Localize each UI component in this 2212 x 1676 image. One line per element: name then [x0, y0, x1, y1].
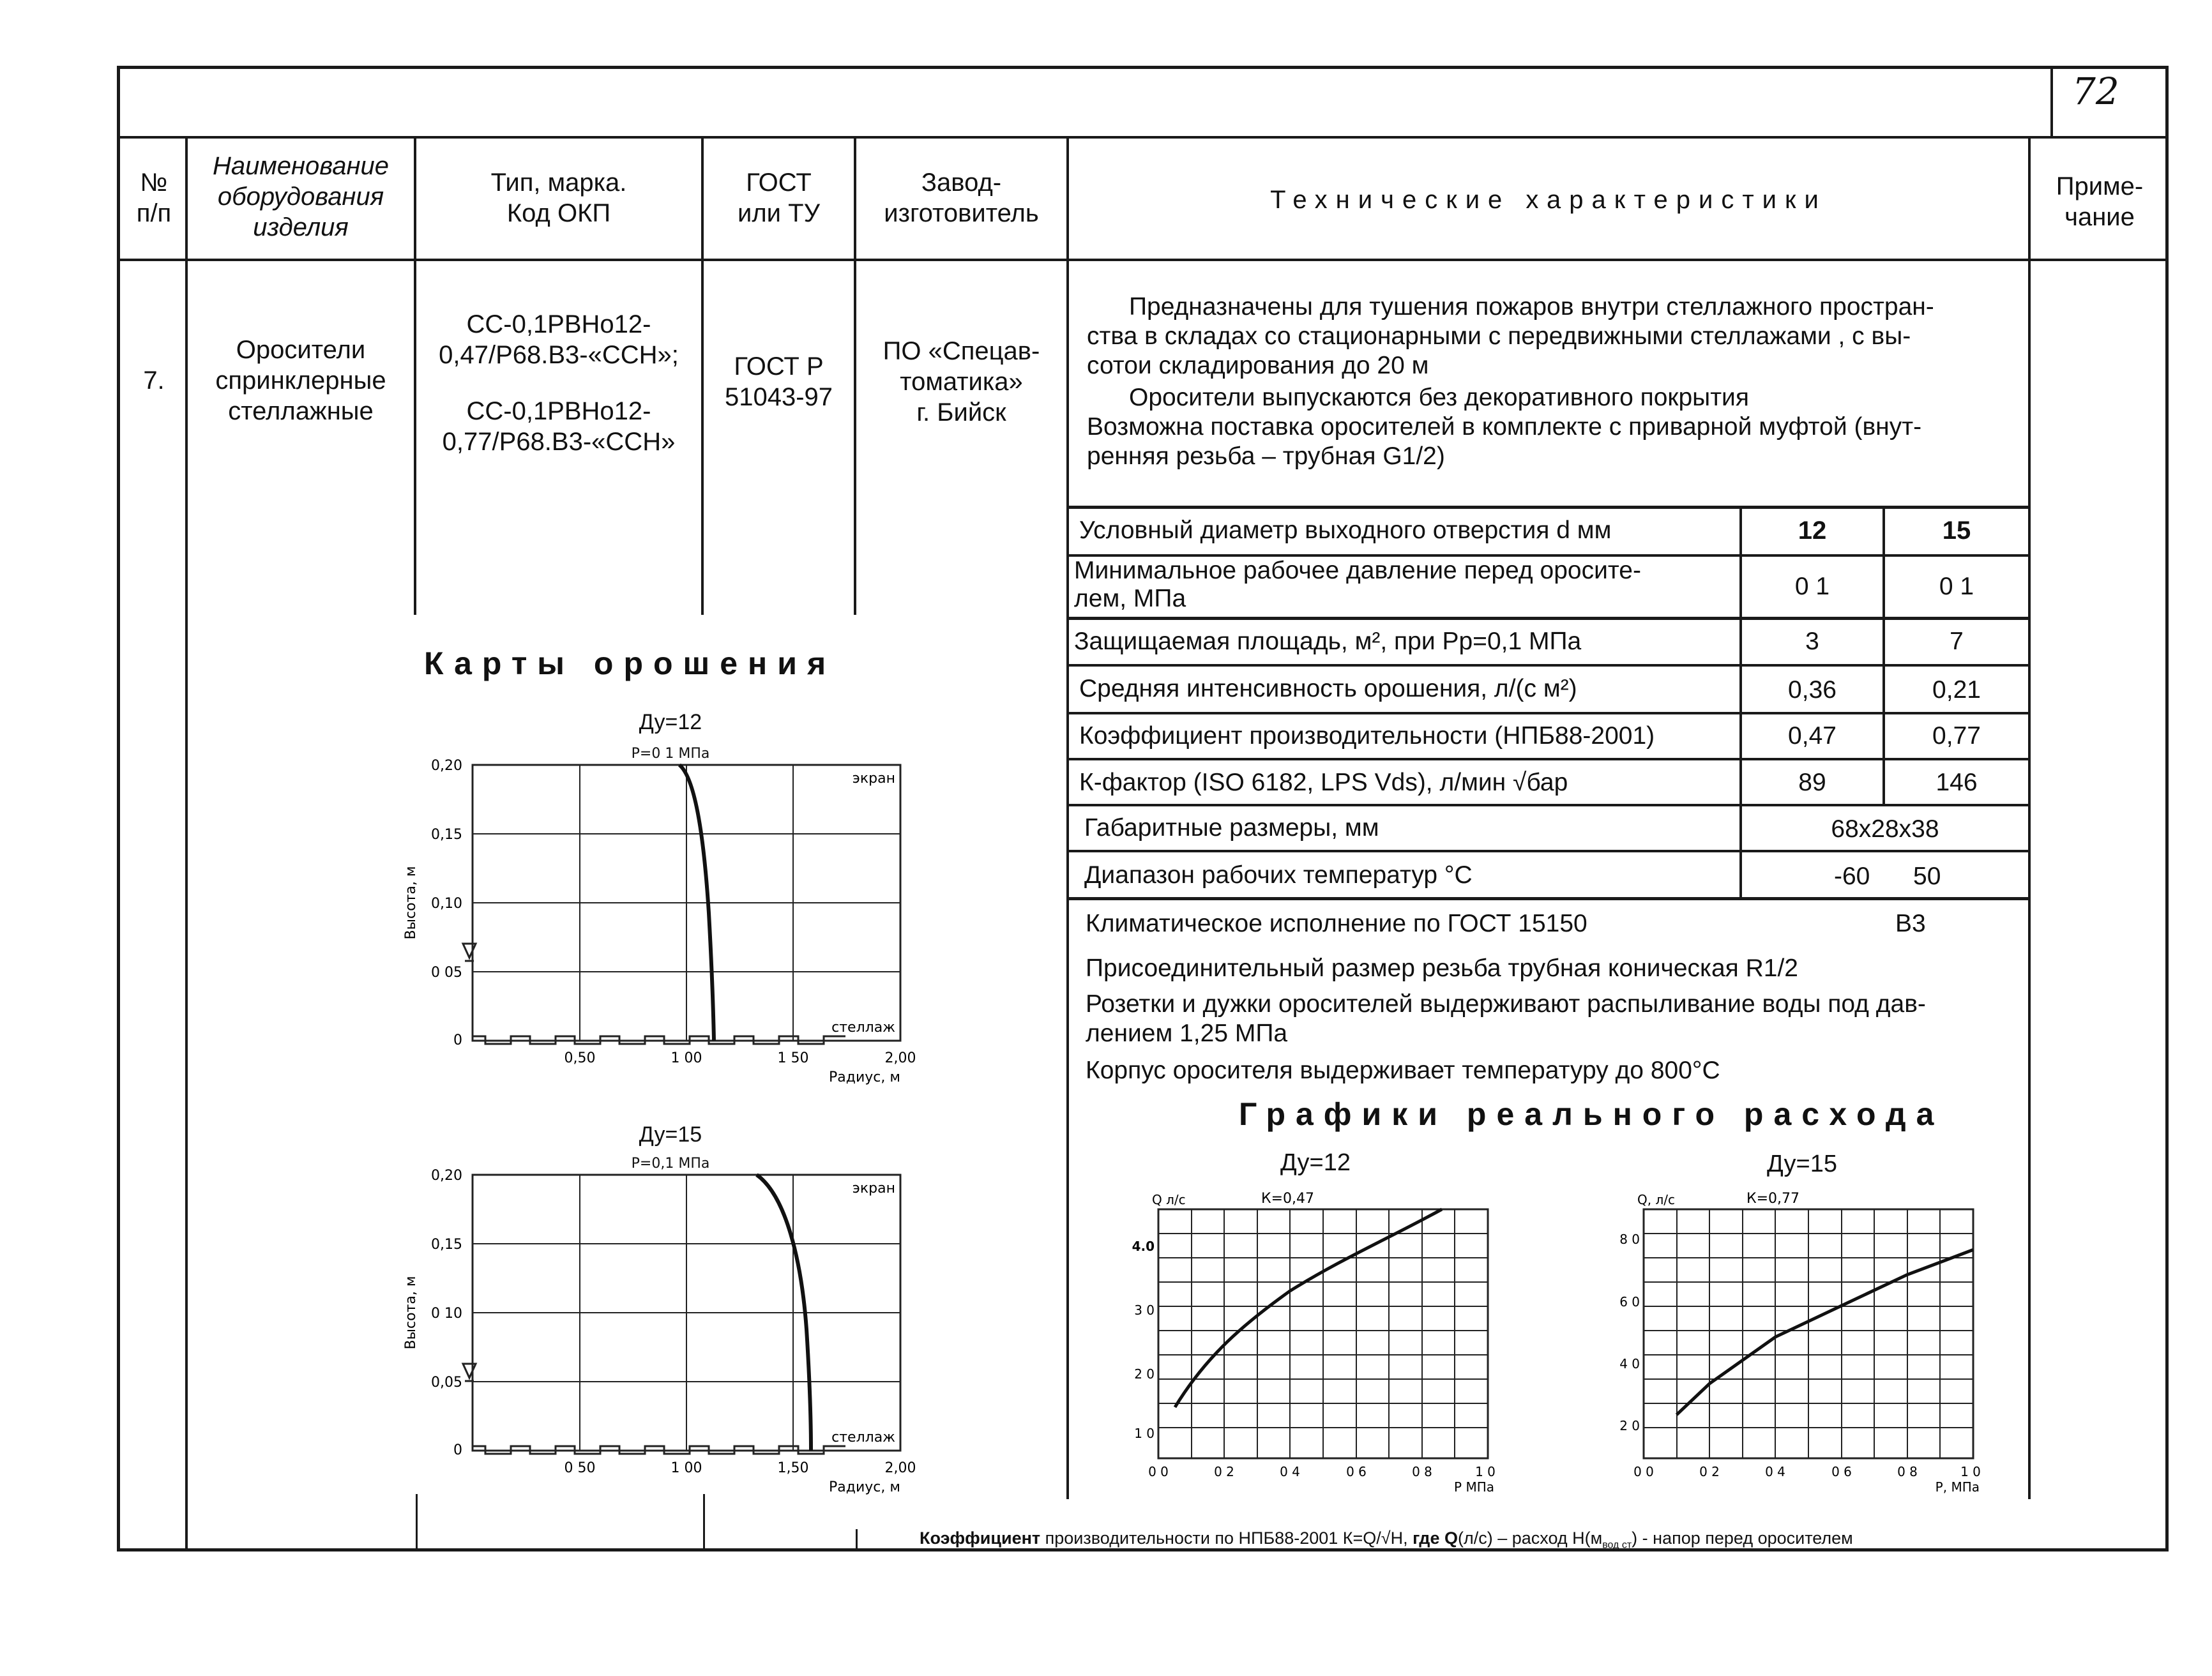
rosettes-text-1: Розетки и дужки оросителей выдерживают распыливание воды под дав- [1086, 990, 1926, 1018]
flow1-xlabel: Р МПа [1454, 1479, 1494, 1495]
body-text: Корпус оросителя выдерживает температуру до 800°С [1086, 1057, 1720, 1084]
flow1-ytick-3: 1 0 [1134, 1426, 1155, 1441]
flow2-k: К=0,77 [1746, 1191, 1800, 1207]
frame-left [117, 66, 120, 1551]
map1-ytick-1: 0,15 [431, 827, 462, 843]
flow2-xlabel: Р, МПа [1935, 1479, 1980, 1495]
footnote [920, 1523, 1853, 1560]
map1-top-label: экран [852, 771, 895, 787]
footnote-a: Коэффициент [920, 1529, 1041, 1548]
flow-title: Графики реального расхода [1239, 1096, 1944, 1132]
flow1-title: Ду=12 [1280, 1149, 1351, 1176]
spec-line-8 [1068, 897, 2031, 900]
spec-line-3 [1068, 664, 2031, 667]
col-header-type: Тип, марка. Код ОКП [490, 169, 627, 227]
spec-label-0: Условный диаметр выходного отверстия d мм [1079, 517, 1612, 544]
flow1-ytick-0: 4.0 [1132, 1239, 1155, 1254]
spec-v12-5: 89 [1798, 769, 1826, 796]
map2-top-label: экран [852, 1181, 895, 1197]
map2-ytick-0: 0,20 [431, 1168, 462, 1184]
climate-label: Климатическое исполнение по ГОСТ 15150 [1086, 910, 1587, 937]
spec-v15-1: 0 1 [1939, 573, 1974, 600]
col-sep-4b [856, 1529, 858, 1551]
footnote-f: ) - напор перед оросителем [1632, 1529, 1853, 1548]
flow2-xtick-0: 0 0 [1633, 1464, 1654, 1479]
map1-ylabel: Высота, м [403, 866, 419, 940]
map1-xlabel: Радиус, м [829, 1069, 900, 1085]
desc-line-1: Предназначены для тушения пожаров внутри стеллажного простран- [1129, 293, 1934, 321]
spec-line-top [1068, 506, 2031, 509]
flow1-xtick-1: 0 2 [1214, 1464, 1234, 1479]
spec-line-2 [1068, 617, 2031, 620]
map1-xtick-1: 1 00 [670, 1050, 702, 1066]
flow1-ylabel: Q л/с [1152, 1192, 1186, 1207]
row-maker: ПО «Спецав- томатика» г. Бийск [883, 337, 1040, 427]
col-header-gost: ГОСТ или ТУ [738, 169, 820, 227]
spec-line-5 [1068, 758, 2031, 760]
desc-line-5: Возможна поставка оросителей в комплекте с приварной муфтой (внут- [1087, 413, 1922, 441]
pagenum-box-left [2050, 66, 2053, 137]
spec-v15-5: 146 [1936, 769, 1978, 796]
footnote-c: где Q [1413, 1529, 1458, 1548]
col-sep-6 [2028, 136, 2031, 1499]
temps-label: Диапазон рабочих температур °С [1084, 861, 1473, 889]
map2-xtick-2: 1,50 [777, 1460, 809, 1476]
flow2-xtick-5: 1 0 [1960, 1464, 1981, 1479]
map1-title: Ду=12 [639, 710, 702, 734]
dims-value: 68x28x38 [1831, 815, 1939, 843]
page-number: 72 [2072, 70, 2119, 113]
map1-xtick-2: 1 50 [777, 1050, 809, 1066]
header-top-line [117, 136, 2169, 139]
row-type-1: СС-0,1РВНо12- 0,47/Р68.В3-«ССН»; [439, 310, 679, 369]
flow2-chart [1619, 1182, 1992, 1508]
spec-label-1: Минимальное рабочее давление перед оросите- лем, МПа [1074, 557, 1641, 612]
temps-min: -60 [1834, 863, 1870, 890]
spec-label-5: К-фактор (ISO 6182, LPS Vds), л/мин √бар [1079, 769, 1568, 796]
flow2-xtick-3: 0 6 [1831, 1464, 1852, 1479]
desc-line-4: Оросители выпускаются без декоративного покрытия [1129, 384, 1749, 411]
map2-xtick-3: 2,00 [884, 1460, 916, 1476]
flow1-xtick-4: 0 8 [1412, 1464, 1432, 1479]
flow1-xtick-2: 0 4 [1280, 1464, 1300, 1479]
map1-xtick-3: 2,00 [884, 1050, 916, 1066]
map2-xlabel: Радиус, м [829, 1479, 900, 1495]
irrigation-title: Карты орошения [424, 645, 837, 681]
spec-label-4: Коэффициент производительности (НПБ88-2001) [1079, 722, 1655, 750]
flow1-k: К=0,47 [1261, 1191, 1315, 1207]
spec-line-4 [1068, 712, 2031, 714]
map2-bottom-label: стеллаж [831, 1430, 895, 1446]
map2-xtick-1: 1 00 [670, 1460, 702, 1476]
spec-v12-2: 3 [1805, 628, 1819, 655]
row-gost: ГОСТ Р 51043-97 [724, 352, 833, 411]
map2-ylabel: Высота, м [403, 1276, 419, 1350]
col-header-tech: Технические характеристики [1270, 186, 1827, 214]
flow1-xtick-0: 0 0 [1148, 1464, 1169, 1479]
connection-text: Присоединительный размер резьба трубная коническая R1/2 [1086, 955, 1798, 982]
flow2-xtick-1: 0 2 [1699, 1464, 1720, 1479]
map1-ytick-0: 0,20 [431, 758, 462, 774]
footnote-e: вод ст [1602, 1539, 1632, 1551]
map2-ytick-1: 0,15 [431, 1237, 462, 1253]
flow2-ytick-2: 4 0 [1619, 1356, 1640, 1371]
flow2-xtick-2: 0 4 [1765, 1464, 1785, 1479]
spec-label-3: Средняя интенсивность орошения, л/(с м²) [1079, 675, 1577, 702]
map2-ytick-4: 0 [453, 1442, 462, 1458]
flow1-ytick-2: 2 0 [1134, 1366, 1155, 1382]
spec-label-2: Защищаемая площадь, м², при Рр=0,1 МПа [1074, 628, 1582, 655]
flow1-chart [1132, 1182, 1507, 1508]
spec-v12-3: 0,36 [1788, 676, 1837, 704]
map1-ytick-2: 0,10 [431, 896, 462, 912]
spec-v12-1: 0 1 [1794, 573, 1830, 600]
col-header-name: Наименование оборудования изделия [212, 152, 390, 241]
frame-top [117, 66, 2169, 69]
spec-v12-0: 12 [1798, 517, 1827, 545]
col-header-maker: Завод- изготовитель [884, 169, 1039, 227]
desc-line-2: ства в складах со стационарными с передвижными стеллажами , с вы- [1087, 322, 1911, 350]
row-name: Оросители спринклерные стеллажные [215, 336, 386, 425]
spec-v15-0: 15 [1942, 517, 1971, 545]
map1-bottom-label: стеллаж [831, 1020, 895, 1036]
spec-line-7 [1068, 850, 2031, 852]
spec-v15-3: 0,21 [1932, 676, 1981, 704]
desc-line-6: ренняя резьба – трубная G1/2) [1087, 442, 1445, 470]
frame-right [2165, 66, 2169, 1551]
map1-xtick-0: 0,50 [564, 1050, 596, 1066]
map1-pressure: Р=0 1 МПа [631, 746, 710, 762]
map1-ytick-4: 0 [453, 1032, 462, 1048]
flow2-ytick-1: 6 0 [1619, 1294, 1640, 1310]
spec-v15-4: 0,77 [1932, 722, 1981, 750]
row-num: 7. [143, 366, 165, 395]
map2-title: Ду=15 [639, 1122, 702, 1147]
header-bottom-line [117, 259, 2169, 261]
spec-v12-4: 0,47 [1788, 722, 1837, 750]
temps-max: 50 [1913, 863, 1941, 890]
flow2-ylabel: Q, л/с [1637, 1192, 1675, 1207]
footnote-b: производительности по НПБ88-2001 К=Q/√Н, [1040, 1529, 1413, 1548]
flow2-series-line [1677, 1249, 1973, 1414]
col-header-note: Приме- чание [2056, 172, 2144, 231]
climate-value: В3 [1895, 910, 1926, 937]
map2-xtick-0: 0 50 [564, 1460, 596, 1476]
col-sep-5 [1066, 136, 1069, 1499]
map2-pressure: Р=0,1 МПа [631, 1156, 710, 1172]
rosettes-text-2: лением 1,25 МПа [1086, 1020, 1288, 1047]
map1-ytick-3: 0 05 [431, 965, 462, 981]
spec-line-6 [1068, 804, 2031, 806]
spec-v15-2: 7 [1950, 628, 1964, 655]
col-header-num: № п/п [136, 169, 172, 227]
flow2-ytick-0: 8 0 [1619, 1232, 1640, 1247]
dims-label: Габаритные размеры, мм [1084, 814, 1379, 842]
map2-ytick-3: 0,05 [431, 1375, 462, 1391]
flow1-xtick-3: 0 6 [1346, 1464, 1367, 1479]
map2-ytick-2: 0 10 [431, 1306, 462, 1322]
footnote-d: (л/с) – расход Н(м [1457, 1529, 1603, 1548]
flow2-title: Ду=15 [1766, 1151, 1838, 1177]
desc-line-3: сотои складирования до 20 м [1087, 352, 1429, 379]
map2-chart [396, 1163, 920, 1508]
flow1-ytick-1: 3 0 [1134, 1302, 1155, 1318]
flow2-xtick-4: 0 8 [1897, 1464, 1918, 1479]
row-type-2: СС-0,1РВНо12- 0,77/Р68.В3-«ССН» [442, 397, 676, 456]
flow1-xtick-5: 1 0 [1475, 1464, 1496, 1479]
map1-chart [396, 753, 920, 1098]
flow2-ytick-3: 2 0 [1619, 1418, 1640, 1433]
